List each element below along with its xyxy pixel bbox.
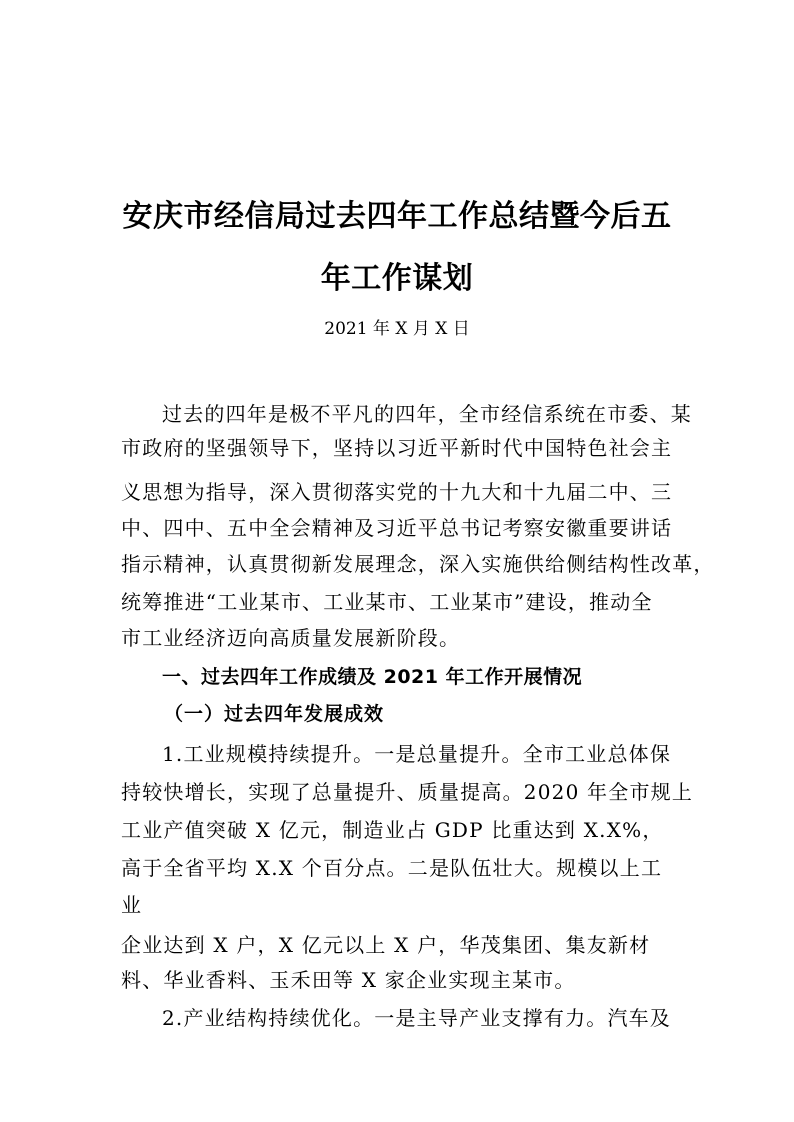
section2-line: 2.产业结构持续优化。一是主导产业支撑有力。汽车及	[162, 1006, 672, 1030]
intro-line: 义思想为指导，深入贯彻落实党的十九大和十九届二中、三	[121, 480, 673, 504]
section-heading-2: （一）过去四年发展成效	[164, 703, 385, 725]
document-title-line-1: 安庆市经信局过去四年工作总结暨今后五	[122, 199, 672, 234]
section-heading-1: 一、过去四年工作成绩及 2021 年工作开展情况	[162, 666, 583, 688]
section1-line: 高于全省平均 X.X 个百分点。二是队伍壮大。规模以上工	[121, 856, 663, 880]
section1-line: 料、华业香料、玉禾田等 X 家企业实现主某市。	[121, 968, 576, 992]
intro-line: 市工业经济迈向高质量发展新阶段。	[121, 626, 461, 650]
section1-line: 工业产值突破 X 亿元，制造业占 GDP 比重达到 X.X%，	[121, 818, 664, 842]
section1-line: 企业达到 X 户，X 亿元以上 X 户，华茂集团、集友新材	[121, 933, 651, 957]
section1-line: 业	[121, 893, 143, 917]
intro-line: 市政府的坚强领导下，坚持以习近平新时代中国特色社会主	[121, 436, 673, 460]
intro-line: 过去的四年是极不平凡的四年，全市经信系统在市委、某	[162, 402, 692, 426]
document-title-line-2: 年工作谋划	[320, 261, 474, 296]
section1-line: 持较快增长，实现了总量提升、质量提高。2020 年全市规上	[121, 780, 694, 804]
intro-line: 指示精神，认真贯彻新发展理念，深入实施供给侧结构性改革，	[121, 552, 715, 576]
intro-line: 中、四中、五中全会精神及习近平总书记考察安徽重要讲话	[121, 516, 673, 540]
document-date: 2021 年 X 月 X 日	[324, 319, 470, 339]
intro-line: 统筹推进“工业某市、工业某市、工业某市”建设，推动全	[121, 590, 653, 614]
section1-line: 1.工业规模持续提升。一是总量提升。全市工业总体保	[162, 742, 672, 766]
